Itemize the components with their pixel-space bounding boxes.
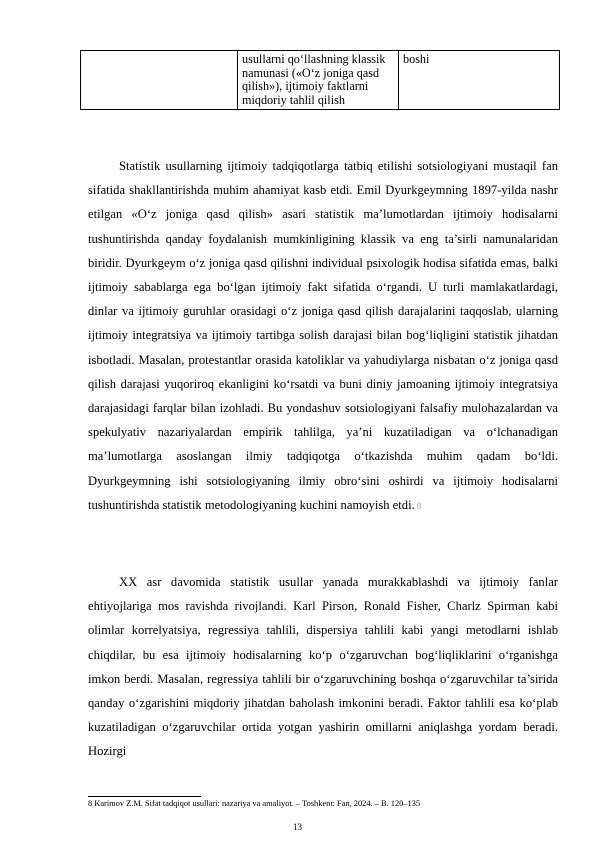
body-paragraph-20th-century: XX asr davomida statistik usullar yanada murakkablashdi va ijtimoiy fanlar ehtiyojlariga mos ravishda rivojlandi. Karl Pirson, Ronald Fisher, Charlz Spirman kabi olimlar korrelyatsiya, regressiya tahlili, dispersiya tahlili kabi yangi metodlarni ishlab chiqdilar, bu esa ijtimoiy hodisalarning ko‘p o‘zgaruvchan bog‘liqliklarini o‘rganishga imkon berdi. Masalan, regressiya tahlili bir o‘zgaruvchining boshqa o‘zgaruvchilar ta’sirida qanday o‘zgarishini miqdoriy jihatdan baholash imkonini beradi. Faktor tahlili esa ko‘plab kuzatiladigan o‘zgaruvchilar ortida yotgan yashirin omillarni aniqlashga yordam beradi. Hozirgi <box>88 575 558 759</box>
table-cell-period <box>81 51 238 110</box>
footnote-reference: 8 <box>416 500 422 511</box>
table-cell-significance: boshi <box>399 51 560 110</box>
footnote-separator <box>88 796 201 797</box>
continuation-table <box>80 50 560 110</box>
paragraph-text: Statistik usullarning ijtimoiy tadqiqotlarga tatbiq etilishi sotsiologiyani mustaqil fan sifatida shakllantirishda muhim ahamiyat kasb etdi. Emil Dyurkgeymning 1897-yilda nashr etilgan «O‘z joniga qasd qilish» asari statistik ma’lumotlardan ijtimoiy hodisalarni tushuntirishda qanday foydalanish mumkinligining klassik va eng ta’sirli namunalaridan biridir. Dyurkgeym o‘z joniga qasd qilishni individual psixologik hodisa sifatida emas, balki ijtimoiy sabablarga ega bo‘lgan ijtimoiy fakt sifatida o‘rgandi. U turli mamlakatlardagi, dinlar va ijtimoiy guruhlar orasidagi o‘z joniga qasd qilish darajalarini taqqoslab, ularning ijtimoiy integratsiya va ijtimoiy tartibga solish darajasi bilan bog‘liqligini statistik jihatdan isbotladi. Masalan, protestantlar orasida katoliklar va yahudiylarga nisbatan o‘z joniga qasd qilish darajasi yuqoriroq ekanligini ko‘rsatdi va buni diniy jamoaning ijtimoiy integratsiya darajasidagi farqlar bilan izohladi. Bu yondashuv sotsiologiyani falsafiy mulohazalardan va spekulyativ nazariyalardan empirik tahlilga, ya’ni kuzatiladigan va o‘lchanadigan ma’lumotlarga asoslangan ilmiy tadqiqotga o‘tkazishda muhim qadam bo‘ldi. Dyurkgeymning ishi sotsiologiyaning ilmiy obro‘sini oshirdi va ijtimoiy hodisalarni tushuntirishda statistik metodologiyaning kuchini namoyish etdi. <box>88 159 558 512</box>
page-number: 13 <box>293 822 302 832</box>
footnote-text: 8 Karimov Z.M. Sifat tadqiqot usullari: nazariya va amaliyot. – Toshkent: Fan, 2024. – B. 120–135 <box>88 799 421 808</box>
body-paragraph-durkheim <box>88 154 558 518</box>
table-row <box>81 51 560 110</box>
table-cell-description: usullarni qo‘llashning klassik namunasi («O‘z joniga qasd qilish»), ijtimoiy faktlarni miqdoriy tahlil qilish <box>238 51 399 110</box>
